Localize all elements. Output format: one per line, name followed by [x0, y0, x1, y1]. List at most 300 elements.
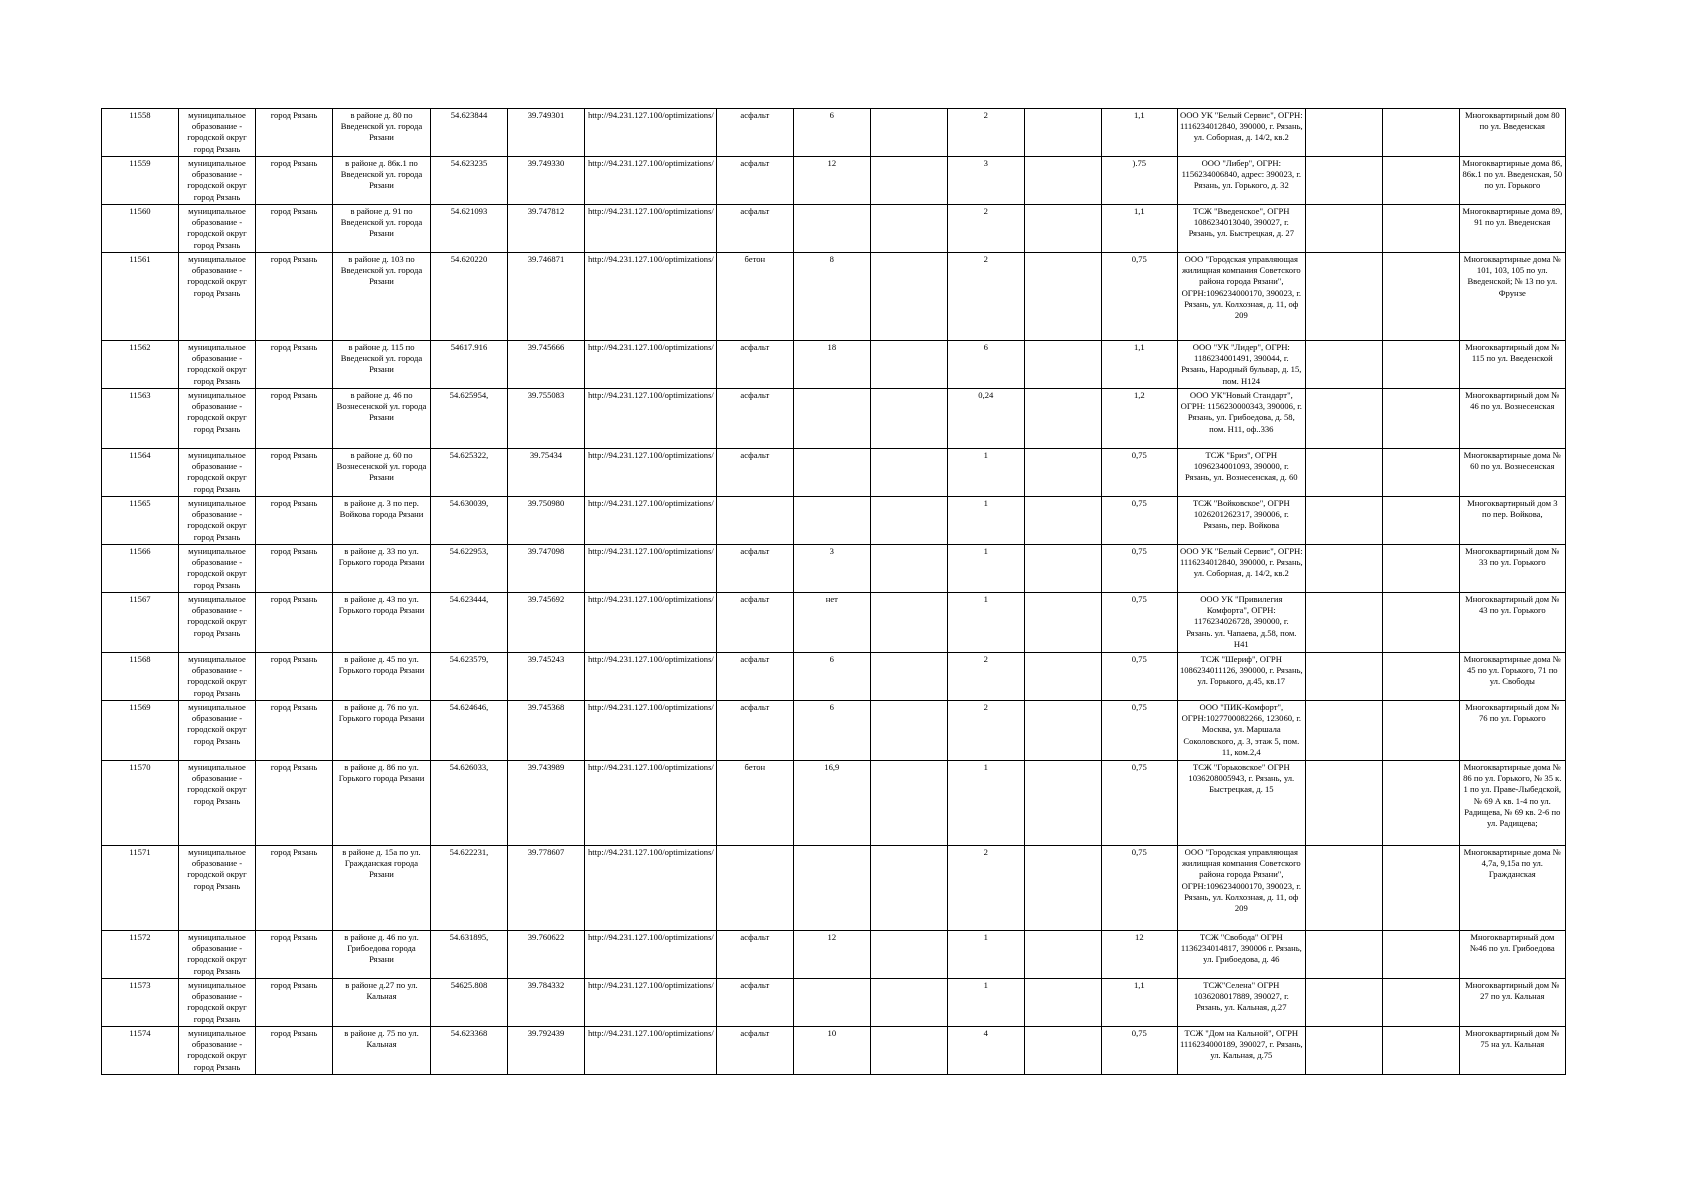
latitude-cell: 54.623368 [431, 1027, 508, 1075]
empty-cell-cell [1382, 389, 1459, 449]
organization-cell: ТСЖ "Войковское", ОГРН 1026201262317, 390006, г. Рязань, пер. Войкова [1177, 497, 1305, 545]
container-count-cell: 6 [947, 341, 1024, 389]
city-cell: город Рязань [256, 253, 333, 341]
municipality-cell: муниципальное образование - городской округ город Рязань [179, 389, 256, 449]
latitude-cell: 54.626033, [431, 761, 508, 846]
surface-type-cell: асфальт [716, 449, 793, 497]
location-cell: в районе д. 45 по ул. Горького города Рязани [333, 653, 431, 701]
table-row [102, 449, 1566, 497]
table-row [102, 701, 1566, 761]
location-cell: в районе д. 103 по Введенской ул. города Рязани [333, 253, 431, 341]
surface-type-cell: асфальт [716, 593, 793, 653]
city-cell: город Рязань [256, 979, 333, 1027]
city-cell: город Рязань [256, 593, 333, 653]
waste-sources-cell: Многоквартирный дом № 76 по ул. Горького [1459, 701, 1565, 761]
latitude-cell: 54.623579, [431, 653, 508, 701]
longitude-cell: 39.747098 [508, 545, 585, 593]
site-area-cell: 6 [793, 701, 870, 761]
municipality-cell: муниципальное образование - городской округ город Рязань [179, 449, 256, 497]
organization-cell: ООО "Либер", ОГРН: 1156234006840, адрес: 390023, г. Рязань, ул. Горького, д. 32 [1177, 157, 1305, 205]
longitude-cell: 39.745692 [508, 593, 585, 653]
municipality-cell: муниципальное образование - городской округ город Рязань [179, 701, 256, 761]
empty-cell-cell [870, 593, 947, 653]
site-area-cell: 6 [793, 653, 870, 701]
empty-cell-cell [870, 497, 947, 545]
location-cell: в районе д. 91 по Введенской ул. города Рязани [333, 205, 431, 253]
municipality-cell: муниципальное образование - городской округ город Рязань [179, 253, 256, 341]
city-cell: город Рязань [256, 449, 333, 497]
site-area-cell: 10 [793, 1027, 870, 1075]
record-id-cell: 11560 [102, 205, 179, 253]
location-cell: в районе д. 3 по пер. Войкова города Рязани [333, 497, 431, 545]
empty-cell-cell [1305, 1027, 1382, 1075]
table-row [102, 389, 1566, 449]
record-id-cell: 11567 [102, 593, 179, 653]
waste-sources-cell: Многоквартирный дом № 46 по ул. Вознесенская [1459, 389, 1565, 449]
container-count-cell: 1 [947, 593, 1024, 653]
container-volume-cell: 0,75 [1101, 449, 1177, 497]
location-cell: в районе д. 115 по Введенской ул. города Рязани [333, 341, 431, 389]
container-count-cell: 1 [947, 497, 1024, 545]
longitude-cell: 39.745666 [508, 341, 585, 389]
latitude-cell: 54.625322, [431, 449, 508, 497]
container-count-cell: 2 [947, 653, 1024, 701]
city-cell: город Рязань [256, 497, 333, 545]
municipality-cell: муниципальное образование - городской округ город Рязань [179, 761, 256, 846]
surface-type-cell: асфальт [716, 341, 793, 389]
municipality-cell: муниципальное образование - городской округ город Рязань [179, 846, 256, 931]
waste-sources-cell: Многоквартирный дом № 27 по ул. Кальная [1459, 979, 1565, 1027]
empty-cell-cell [870, 979, 947, 1027]
municipality-cell: муниципальное образование - городской округ город Рязань [179, 341, 256, 389]
record-id-cell: 11564 [102, 449, 179, 497]
latitude-cell: 54.620220 [431, 253, 508, 341]
empty-cell-cell [1382, 701, 1459, 761]
municipality-cell: муниципальное образование - городской округ город Рязань [179, 979, 256, 1027]
city-cell: город Рязань [256, 341, 333, 389]
container-volume-cell: 0,75 [1101, 1027, 1177, 1075]
site-area-cell: 6 [793, 109, 870, 157]
table-row [102, 846, 1566, 931]
empty-cell-cell [870, 653, 947, 701]
record-id-cell: 11570 [102, 761, 179, 846]
city-cell: город Рязань [256, 205, 333, 253]
waste-sources-cell: Многоквартирные дома 86, 86к.1 по ул. Введенская, 50 по ул. Горького [1459, 157, 1565, 205]
container-volume-cell: 1,2 [1101, 389, 1177, 449]
empty-cell-cell [1382, 449, 1459, 497]
surface-type-cell: асфальт [716, 653, 793, 701]
empty-cell-cell [1382, 593, 1459, 653]
site-area-cell [793, 979, 870, 1027]
empty-cell-cell [1305, 449, 1382, 497]
location-cell: в районе д. 75 по ул. Кальная [333, 1027, 431, 1075]
record-id-cell: 11565 [102, 497, 179, 545]
container-volume-cell: 0,75 [1101, 701, 1177, 761]
container-count-cell: 2 [947, 253, 1024, 341]
waste-sources-cell: Многоквартирный дом № 75 на ул. Кальная [1459, 1027, 1565, 1075]
table-row [102, 545, 1566, 593]
empty-cell-cell [1305, 341, 1382, 389]
organization-cell: ТСЖ "Дом на Кальной", ОГРН 1116234000189, 390027, г. Рязань, ул. Кальная, д.75 [1177, 1027, 1305, 1075]
latitude-cell: 54.623444, [431, 593, 508, 653]
organization-cell: ООО "Городская управляющая жилищная компания Советского района города Рязани", ОГРН:1096234000170, 390023, г. Рязань, ул. Колхозная, д. 11, оф 209 [1177, 253, 1305, 341]
empty-cell-cell [1382, 109, 1459, 157]
site-area-cell [793, 205, 870, 253]
organization-cell: ООО "ПИК-Комфорт", ОГРН:1027700082266, 123060, г. Москва, ул. Маршала Соколовского, д. 3, этаж 5, пом. 11, ком.2,4 [1177, 701, 1305, 761]
container-count-cell: 1 [947, 761, 1024, 846]
surface-type-cell: асфальт [716, 701, 793, 761]
empty-cell-cell [1024, 653, 1101, 701]
longitude-cell: 39.784332 [508, 979, 585, 1027]
city-cell: город Рязань [256, 846, 333, 931]
waste-sources-cell: Многоквартирный дом 3 по пер. Войкова, [1459, 497, 1565, 545]
location-cell: в районе д. 76 по ул. Горького города Рязани [333, 701, 431, 761]
empty-cell-cell [1305, 389, 1382, 449]
map-link-cell[interactable]: http://94.231.127.100/optimizations/ [585, 701, 717, 761]
record-id-cell: 11573 [102, 979, 179, 1027]
table-row [102, 979, 1566, 1027]
empty-cell-cell [1024, 341, 1101, 389]
longitude-cell: 39.743989 [508, 761, 585, 846]
surface-type-cell: асфальт [716, 931, 793, 979]
map-link-cell[interactable]: http://94.231.127.100/optimizations/ [585, 979, 717, 1027]
empty-cell-cell [1024, 497, 1101, 545]
empty-cell-cell [870, 205, 947, 253]
latitude-cell: 54617.916 [431, 341, 508, 389]
latitude-cell: 54.623844 [431, 109, 508, 157]
container-volume-cell: 1,1 [1101, 341, 1177, 389]
city-cell: город Рязань [256, 931, 333, 979]
organization-cell: ООО "УК "Лидер", ОГРН: 1186234001491, 390044, г. Рязань, Народный бульвар, д. 15, пом. Н124 [1177, 341, 1305, 389]
map-link-cell[interactable]: http://94.231.127.100/optimizations/ [585, 157, 717, 205]
longitude-cell: 39.749301 [508, 109, 585, 157]
waste-sources-cell: Многоквартирный дом № 43 по ул. Горького [1459, 593, 1565, 653]
container-count-cell: 0,24 [947, 389, 1024, 449]
empty-cell-cell [1382, 761, 1459, 846]
organization-cell: ООО УК "Белый Сервис", ОГРН: 1116234012840, 390000, г. Рязань, ул. Соборная, д. 14/2, кв.2 [1177, 545, 1305, 593]
record-id-cell: 11559 [102, 157, 179, 205]
empty-cell-cell [870, 846, 947, 931]
empty-cell-cell [1024, 1027, 1101, 1075]
municipality-cell: муниципальное образование - городской округ город Рязань [179, 931, 256, 979]
empty-cell-cell [1305, 701, 1382, 761]
longitude-cell: 39.749330 [508, 157, 585, 205]
latitude-cell: 54.625954, [431, 389, 508, 449]
longitude-cell: 39.778607 [508, 846, 585, 931]
container-count-cell: 4 [947, 1027, 1024, 1075]
map-link-cell[interactable]: http://94.231.127.100/optimizations/ [585, 497, 717, 545]
container-count-cell: 2 [947, 205, 1024, 253]
container-volume-cell: 0,75 [1101, 846, 1177, 931]
site-area-cell [793, 846, 870, 931]
empty-cell-cell [1024, 449, 1101, 497]
surface-type-cell: асфальт [716, 979, 793, 1027]
container-count-cell: 1 [947, 979, 1024, 1027]
record-id-cell: 11566 [102, 545, 179, 593]
empty-cell-cell [1382, 846, 1459, 931]
waste-sources-cell: Многоквартирные дома № 86 по ул. Горького, № 35 к. 1 по ул. Праве-Лыбедской, № 69 А кв. 1-4 по ул. Радищева, № 69 кв. 2-6 по ул. Радищева; [1459, 761, 1565, 846]
empty-cell-cell [870, 253, 947, 341]
location-cell: в районе д. 86 по ул. Горького города Рязани [333, 761, 431, 846]
table-row [102, 205, 1566, 253]
empty-cell-cell [1024, 545, 1101, 593]
organization-cell: ООО УК "Привилегия Комфорта", ОГРН: 1176234026728, 390000, г. Рязань. ул. Чапаева, д.58, пом. Н41 [1177, 593, 1305, 653]
table-row [102, 157, 1566, 205]
latitude-cell: 54.621093 [431, 205, 508, 253]
empty-cell-cell [1305, 931, 1382, 979]
empty-cell-cell [870, 449, 947, 497]
city-cell: город Рязань [256, 653, 333, 701]
longitude-cell: 39.760622 [508, 931, 585, 979]
surface-type-cell [716, 497, 793, 545]
site-area-cell: 3 [793, 545, 870, 593]
container-volume-cell: 0,75 [1101, 761, 1177, 846]
surface-type-cell [716, 846, 793, 931]
site-area-cell: нет [793, 593, 870, 653]
latitude-cell: 54.630039, [431, 497, 508, 545]
empty-cell-cell [870, 1027, 947, 1075]
latitude-cell: 54.622231, [431, 846, 508, 931]
empty-cell-cell [1305, 846, 1382, 931]
empty-cell-cell [870, 389, 947, 449]
city-cell: город Рязань [256, 701, 333, 761]
city-cell: город Рязань [256, 545, 333, 593]
longitude-cell: 39.747812 [508, 205, 585, 253]
municipality-cell: муниципальное образование - городской округ город Рязань [179, 157, 256, 205]
surface-type-cell: асфальт [716, 157, 793, 205]
waste-sources-cell: Многоквартирные дома № 101, 103, 105 по ул. Введенской; № 13 по ул. Фрунзе [1459, 253, 1565, 341]
empty-cell-cell [1382, 979, 1459, 1027]
empty-cell-cell [1382, 205, 1459, 253]
empty-cell-cell [1382, 931, 1459, 979]
longitude-cell: 39.745243 [508, 653, 585, 701]
map-link-cell[interactable]: http://94.231.127.100/optimizations/ [585, 109, 717, 157]
surface-type-cell: бетон [716, 761, 793, 846]
record-id-cell: 11561 [102, 253, 179, 341]
latitude-cell: 54.624646, [431, 701, 508, 761]
waste-sources-cell: Многоквартирный дом № 33 по ул. Горького [1459, 545, 1565, 593]
city-cell: город Рязань [256, 761, 333, 846]
site-area-cell: 12 [793, 157, 870, 205]
waste-sources-cell: Многоквартирный дом 80 по ул. Введенская [1459, 109, 1565, 157]
registry-table [101, 108, 1566, 1075]
record-id-cell: 11568 [102, 653, 179, 701]
municipality-cell: муниципальное образование - городской округ город Рязань [179, 1027, 256, 1075]
longitude-cell: 39.745368 [508, 701, 585, 761]
empty-cell-cell [1305, 545, 1382, 593]
container-volume-cell: 0,75 [1101, 497, 1177, 545]
latitude-cell: 54.622953, [431, 545, 508, 593]
site-area-cell: 8 [793, 253, 870, 341]
latitude-cell: 54.631895, [431, 931, 508, 979]
site-area-cell: 16,9 [793, 761, 870, 846]
table-row [102, 653, 1566, 701]
waste-sources-cell: Многоквартирный дом №46 по ул. Грибоедова [1459, 931, 1565, 979]
location-cell: в районе д. 46 по Вознесенской ул. города Рязани [333, 389, 431, 449]
record-id-cell: 11558 [102, 109, 179, 157]
record-id-cell: 11563 [102, 389, 179, 449]
empty-cell-cell [870, 761, 947, 846]
container-count-cell: 1 [947, 449, 1024, 497]
container-volume-cell: 12 [1101, 931, 1177, 979]
map-link-cell[interactable]: http://94.231.127.100/optimizations/ [585, 545, 717, 593]
organization-cell: ТСЖ "Шериф", ОГРН 1086234011126, 390000, г. Рязань, ул. Горького, д.45, кв.17 [1177, 653, 1305, 701]
empty-cell-cell [1024, 761, 1101, 846]
site-area-cell [793, 497, 870, 545]
map-link-cell[interactable]: http://94.231.127.100/optimizations/ [585, 931, 717, 979]
container-count-cell: 2 [947, 846, 1024, 931]
map-link-cell[interactable]: http://94.231.127.100/optimizations/ [585, 846, 717, 931]
empty-cell-cell [1024, 931, 1101, 979]
empty-cell-cell [1305, 761, 1382, 846]
location-cell: в районе д. 60 по Вознесенской ул. города Рязани [333, 449, 431, 497]
city-cell: город Рязань [256, 1027, 333, 1075]
empty-cell-cell [870, 931, 947, 979]
municipality-cell: муниципальное образование - городской округ город Рязань [179, 205, 256, 253]
table-row [102, 253, 1566, 341]
waste-sources-cell: Многоквартирный дом № 115 по ул. Введенской [1459, 341, 1565, 389]
waste-sources-cell: Многоквартирные дома № 45 по ул. Горького, 71 по ул. Свободы [1459, 653, 1565, 701]
surface-type-cell: асфальт [716, 109, 793, 157]
organization-cell: ООО УК"Новый Стандарт", ОГРН: 1156230000343, 390006, г. Рязань, ул. Грибоедова, д. 58, пом. Н11, оф..336 [1177, 389, 1305, 449]
site-area-cell [793, 449, 870, 497]
waste-sources-cell: Многоквартирные дома № 60 по ул. Вознесенская [1459, 449, 1565, 497]
surface-type-cell: асфальт [716, 1027, 793, 1075]
surface-type-cell: асфальт [716, 389, 793, 449]
empty-cell-cell [1382, 253, 1459, 341]
record-id-cell: 11571 [102, 846, 179, 931]
empty-cell-cell [1024, 109, 1101, 157]
empty-cell-cell [1305, 497, 1382, 545]
location-cell: в районе д. 46 по ул. Грибоедова города Рязани [333, 931, 431, 979]
latitude-cell: 54625.808 [431, 979, 508, 1027]
location-cell: в районе д. 43 по ул. Горького города Рязани [333, 593, 431, 653]
container-count-cell: 2 [947, 701, 1024, 761]
container-count-cell: 3 [947, 157, 1024, 205]
empty-cell-cell [870, 109, 947, 157]
empty-cell-cell [1305, 205, 1382, 253]
empty-cell-cell [1024, 593, 1101, 653]
longitude-cell: 39.746871 [508, 253, 585, 341]
empty-cell-cell [1382, 545, 1459, 593]
organization-cell: ТСЖ "Свобода" ОГРН 1136234014817, 390006 г. Рязань, ул. Грибоедова, д. 46 [1177, 931, 1305, 979]
organization-cell: ТСЖ"Селена" ОГРН 1036208017889, 390027, г. Рязань, ул. Кальная, д.27 [1177, 979, 1305, 1027]
latitude-cell: 54.623235 [431, 157, 508, 205]
container-volume-cell: 1,1 [1101, 979, 1177, 1027]
municipality-cell: муниципальное образование - городской округ город Рязань [179, 653, 256, 701]
table-row [102, 109, 1566, 157]
empty-cell-cell [1305, 653, 1382, 701]
table-row [102, 497, 1566, 545]
location-cell: в районе д. 15а по ул. Гражданская города Рязани [333, 846, 431, 931]
empty-cell-cell [1024, 701, 1101, 761]
table-row [102, 761, 1566, 846]
municipality-cell: муниципальное образование - городской округ город Рязань [179, 593, 256, 653]
map-link-cell[interactable]: http://94.231.127.100/optimizations/ [585, 593, 717, 653]
longitude-cell: 39.750980 [508, 497, 585, 545]
organization-cell: ТСЖ "Горьковское" ОГРН 1036208005943, г. Рязань, ул. Быстрецкая, д. 15 [1177, 761, 1305, 846]
waste-sources-cell: Многоквартирные дома 89, 91 по ул. Введенская [1459, 205, 1565, 253]
table-row [102, 593, 1566, 653]
organization-cell: ТСЖ "Введенское", ОГРН 1086234013040, 390027, г. Рязань, ул. Быстрецкая, д. 27 [1177, 205, 1305, 253]
empty-cell-cell [1305, 157, 1382, 205]
site-area-cell: 18 [793, 341, 870, 389]
map-link-cell[interactable]: http://94.231.127.100/optimizations/ [585, 389, 717, 449]
empty-cell-cell [1024, 205, 1101, 253]
empty-cell-cell [870, 701, 947, 761]
map-link-cell[interactable]: http://94.231.127.100/optimizations/ [585, 341, 717, 389]
location-cell: в районе д. 33 по ул. Горького города Рязани [333, 545, 431, 593]
empty-cell-cell [1382, 341, 1459, 389]
container-volume-cell: 0,75 [1101, 545, 1177, 593]
empty-cell-cell [1024, 846, 1101, 931]
table-row [102, 341, 1566, 389]
map-link-cell[interactable]: http://94.231.127.100/optimizations/ [585, 653, 717, 701]
location-cell: в районе д. 80 по Введенской ул. города Рязани [333, 109, 431, 157]
map-link-cell[interactable]: http://94.231.127.100/optimizations/ [585, 449, 717, 497]
container-volume-cell: 0,75 [1101, 653, 1177, 701]
site-area-cell: 12 [793, 931, 870, 979]
table-row [102, 1027, 1566, 1075]
container-volume-cell: 0,75 [1101, 593, 1177, 653]
waste-sources-cell: Многоквартирные дома № 4,7а, 9,15а по ул. Гражданская [1459, 846, 1565, 931]
map-link-cell[interactable]: http://94.231.127.100/optimizations/ [585, 761, 717, 846]
site-area-cell [793, 389, 870, 449]
empty-cell-cell [1305, 593, 1382, 653]
empty-cell-cell [1024, 979, 1101, 1027]
municipality-cell: муниципальное образование - городской округ город Рязань [179, 545, 256, 593]
container-volume-cell: 1,1 [1101, 205, 1177, 253]
container-count-cell: 1 [947, 545, 1024, 593]
container-count-cell: 2 [947, 109, 1024, 157]
empty-cell-cell [1024, 157, 1101, 205]
organization-cell: ТСЖ "Бриз", ОГРН 1096234001093, 390000, г. Рязань, ул. Вознесенская, д. 60 [1177, 449, 1305, 497]
location-cell: в районе д.27 по ул. Кальная [333, 979, 431, 1027]
empty-cell-cell [1382, 497, 1459, 545]
municipality-cell: муниципальное образование - городской округ город Рязань [179, 109, 256, 157]
organization-cell: ООО "Городская управляющая жилищная компания Советского района города Рязани", ОГРН:1096234000170, 390023, г. Рязань, ул. Колхозная, д. 11, оф 209 [1177, 846, 1305, 931]
location-cell: в районе д. 86к.1 по Введенской ул. города Рязани [333, 157, 431, 205]
container-volume-cell: 0,75 [1101, 253, 1177, 341]
city-cell: город Рязань [256, 109, 333, 157]
container-volume-cell: ).75 [1101, 157, 1177, 205]
empty-cell-cell [1024, 389, 1101, 449]
city-cell: город Рязань [256, 389, 333, 449]
empty-cell-cell [1382, 653, 1459, 701]
longitude-cell: 39.792439 [508, 1027, 585, 1075]
longitude-cell: 39.755083 [508, 389, 585, 449]
table-row [102, 931, 1566, 979]
record-id-cell: 11562 [102, 341, 179, 389]
empty-cell-cell [870, 157, 947, 205]
empty-cell-cell [1382, 157, 1459, 205]
map-link-cell[interactable]: http://94.231.127.100/optimizations/ [585, 1027, 717, 1075]
empty-cell-cell [1305, 253, 1382, 341]
container-volume-cell: 1,1 [1101, 109, 1177, 157]
record-id-cell: 11569 [102, 701, 179, 761]
city-cell: город Рязань [256, 157, 333, 205]
empty-cell-cell [1305, 109, 1382, 157]
record-id-cell: 11572 [102, 931, 179, 979]
municipality-cell: муниципальное образование - городской округ город Рязань [179, 497, 256, 545]
surface-type-cell: асфальт [716, 545, 793, 593]
container-count-cell: 1 [947, 931, 1024, 979]
map-link-cell[interactable]: http://94.231.127.100/optimizations/ [585, 205, 717, 253]
longitude-cell: 39.75434 [508, 449, 585, 497]
surface-type-cell: бетон [716, 253, 793, 341]
surface-type-cell: асфальт [716, 205, 793, 253]
map-link-cell[interactable]: http://94.231.127.100/optimizations/ [585, 253, 717, 341]
